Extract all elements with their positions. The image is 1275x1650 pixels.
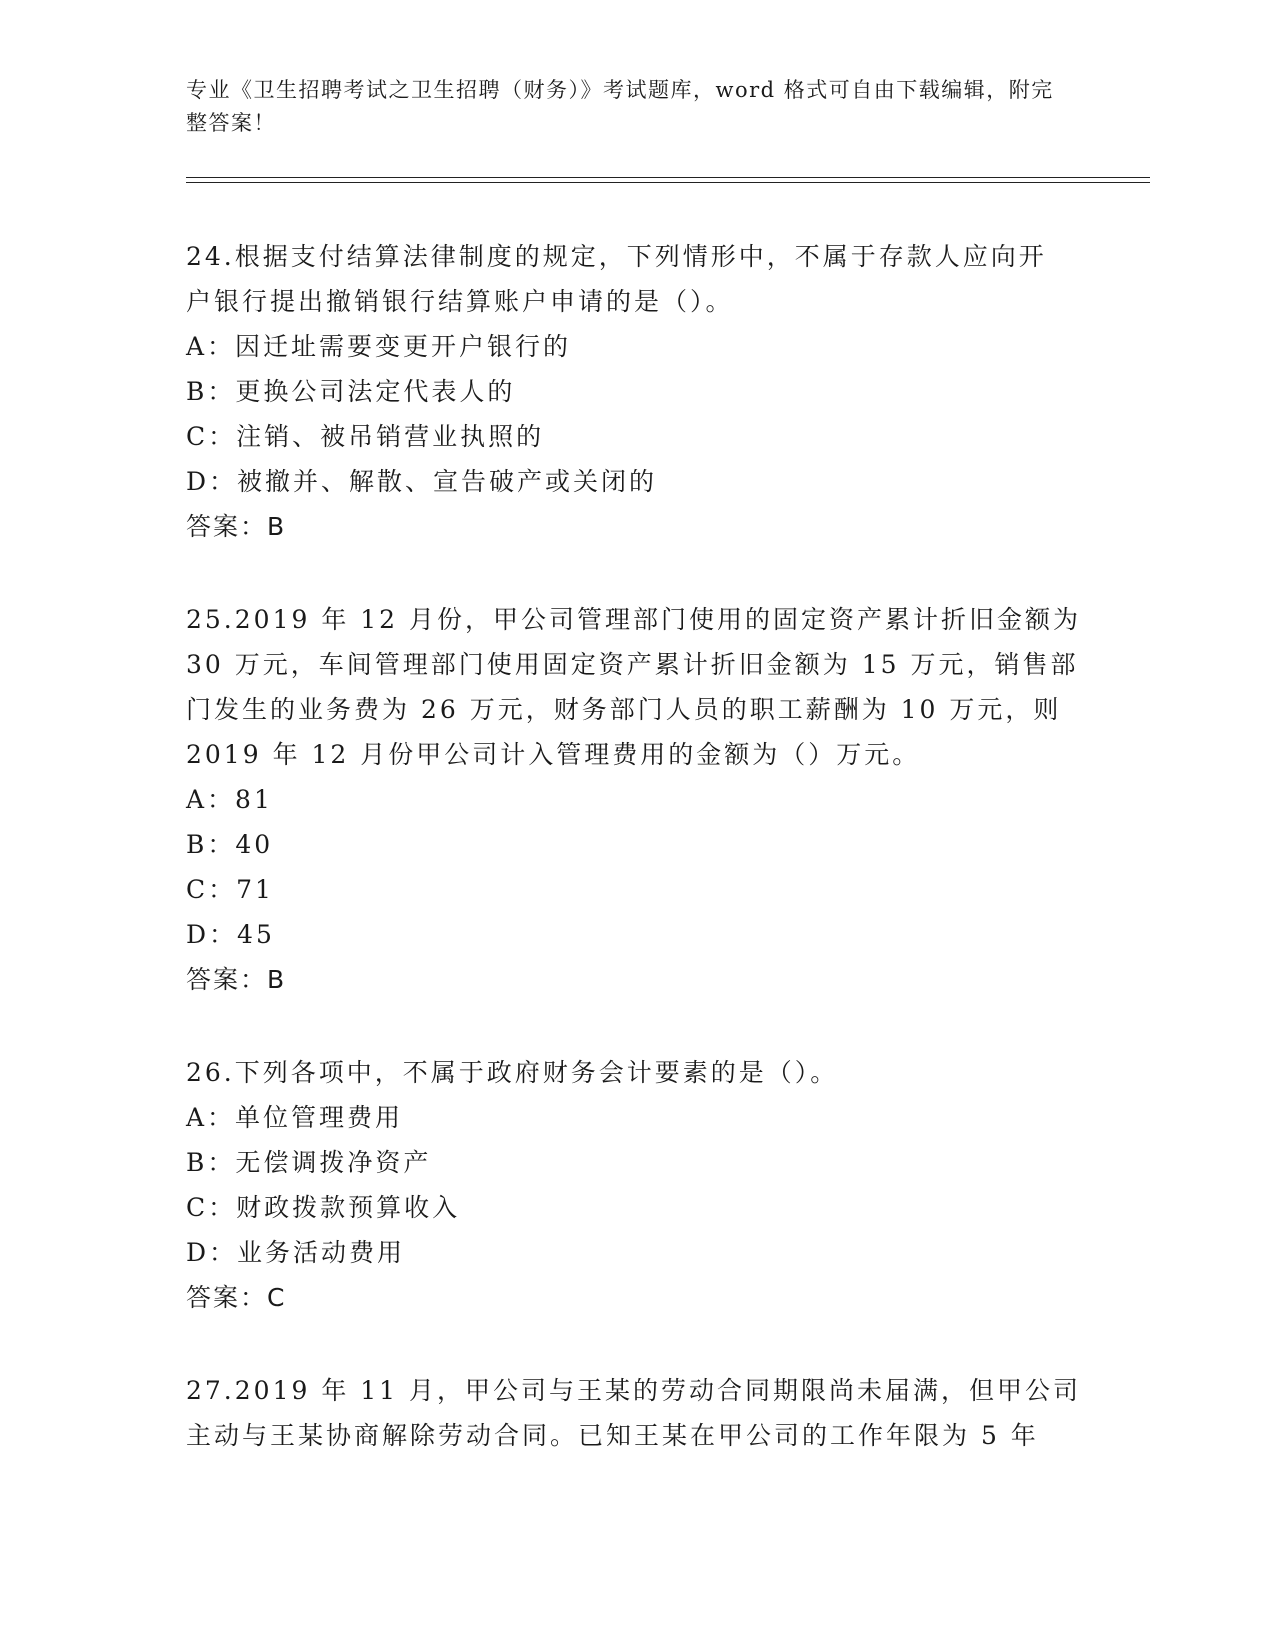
question-25: [186, 597, 1086, 1002]
question-stem-line: 户银行提出撤销银行结算账户申请的是（）。: [186, 287, 734, 316]
option-b: B：更换公司法定代表人的: [186, 377, 516, 406]
question-24: [186, 234, 1086, 549]
question-26: [186, 1050, 1086, 1320]
question-stem-line: 25.2019 年 12 月份，甲公司管理部门使用的固定资产累计折旧金额为: [186, 605, 1082, 634]
question-stem-line: 主动与王某协商解除劳动合同。已知王某在甲公司的工作年限为 5 年: [186, 1421, 1039, 1450]
option-a: A：81: [186, 785, 273, 814]
header-rule-bottom: [186, 182, 1150, 183]
question-27: [186, 1368, 1086, 1458]
header-rule-top: [186, 177, 1150, 178]
question-stem-line: 门发生的业务费为 26 万元，财务部门人员的职工薪酬为 10 万元，则: [186, 695, 1062, 724]
option-b: B：无偿调拨净资产: [186, 1148, 432, 1177]
option-c: C：注销、被吊销营业执照的: [186, 422, 545, 451]
question-stem-line: 30 万元，车间管理部门使用固定资产累计折旧金额为 15 万元，销售部: [186, 650, 1079, 679]
option-d: D：被撤并、解散、宣告破产或关闭的: [186, 467, 658, 496]
answer: 答案：B: [186, 965, 287, 994]
question-stem-line: 2019 年 12 月份甲公司计入管理费用的金额为（）万元。: [186, 740, 921, 769]
question-stem-line: 27.2019 年 11 月，甲公司与王某的劳动合同期限尚未届满，但甲公司: [186, 1376, 1082, 1405]
option-d: D：业务活动费用: [186, 1238, 406, 1267]
option-a: A：单位管理费用: [186, 1103, 404, 1132]
option-d: D：45: [186, 920, 275, 949]
answer: 答案：C: [186, 1283, 287, 1312]
answer: 答案：B: [186, 512, 287, 541]
question-stem-line: 24.根据支付结算法律制度的规定，下列情形中，不属于存款人应向开: [186, 242, 1047, 271]
option-a: A：因迁址需要变更开户银行的: [186, 332, 572, 361]
option-c: C：财政拨款预算收入: [186, 1193, 461, 1222]
option-b: B：40: [186, 830, 274, 859]
document-header: 专业《卫生招聘考试之卫生招聘（财务）》考试题库，word 格式可自由下载编辑，附完整答案！: [186, 78, 1054, 135]
option-c: C：71: [186, 875, 274, 904]
question-stem-line: 26.下列各项中，不属于政府财务会计要素的是（）。: [186, 1058, 839, 1087]
